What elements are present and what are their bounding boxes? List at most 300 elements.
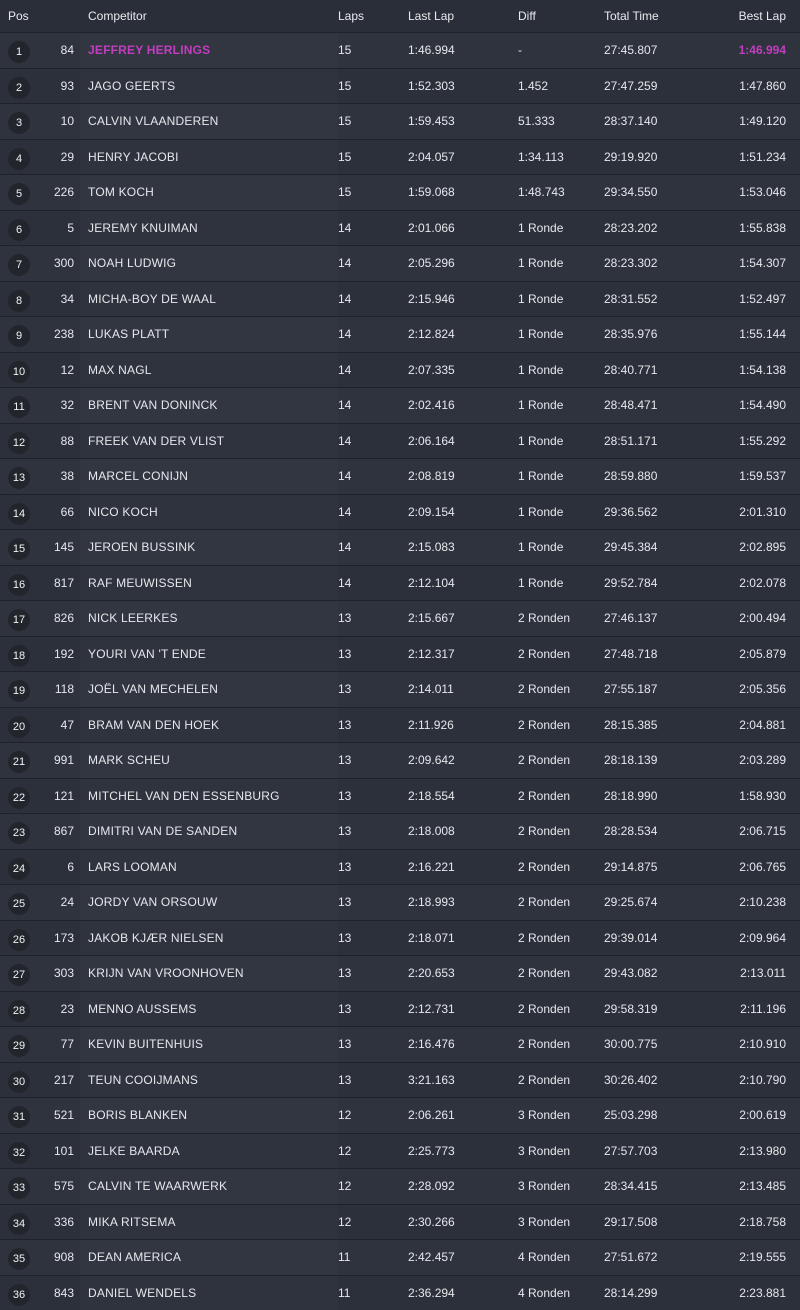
pos-cell (8, 708, 42, 743)
laps-value: 12 (338, 1169, 378, 1204)
last-lap-value: 2:16.221 (408, 850, 488, 885)
table-row[interactable] (0, 565, 800, 601)
laps-value: 13 (338, 814, 378, 849)
total-time-value: 29:17.508 (604, 1205, 694, 1240)
table-row[interactable] (0, 778, 800, 814)
total-time-value: 28:14.299 (604, 1276, 694, 1310)
laps-value: 14 (338, 566, 378, 601)
laps-value: 15 (338, 33, 378, 68)
race-number: 101 (40, 1134, 74, 1169)
competitor-name[interactable]: MICHA-BOY DE WAAL (88, 282, 338, 317)
position-badge: 19 (8, 680, 30, 702)
position-badge: 16 (8, 574, 30, 596)
race-number: 88 (40, 424, 74, 459)
competitor-name[interactable]: CALVIN VLAANDEREN (88, 104, 338, 139)
position-badge: 12 (8, 432, 30, 454)
pos-cell (8, 388, 42, 423)
table-row[interactable] (0, 707, 800, 743)
best-lap-value: 2:11.196 (706, 992, 786, 1027)
best-lap-value: 1:47.860 (706, 69, 786, 104)
last-lap-value: 2:12.731 (408, 992, 488, 1027)
position-badge: 9 (8, 325, 30, 347)
race-number: 23 (40, 992, 74, 1027)
diff-value: 2 Ronden (518, 637, 598, 672)
diff-value: 1.452 (518, 69, 598, 104)
pos-cell (8, 814, 42, 849)
laps-value: 13 (338, 921, 378, 956)
pos-cell (8, 459, 42, 494)
best-lap-value: 2:03.289 (706, 743, 786, 778)
laps-value: 12 (338, 1134, 378, 1169)
race-number: 908 (40, 1240, 74, 1275)
diff-value: 2 Ronden (518, 956, 598, 991)
race-number: 226 (40, 175, 74, 210)
table-row[interactable] (0, 1062, 800, 1098)
position-badge: 21 (8, 751, 30, 773)
best-lap-value: 2:05.356 (706, 672, 786, 707)
last-lap-value: 2:02.416 (408, 388, 488, 423)
total-time-value: 28:37.140 (604, 104, 694, 139)
race-number: 867 (40, 814, 74, 849)
competitor-name[interactable]: NICK LEERKES (88, 601, 338, 636)
position-badge: 24 (8, 858, 30, 880)
best-lap-value: 1:59.537 (706, 459, 786, 494)
race-number: 843 (40, 1276, 74, 1310)
pos-cell (8, 566, 42, 601)
competitor-name[interactable]: TEUN COOIJMANS (88, 1063, 338, 1098)
competitor-name[interactable]: JEROEN BUSSINK (88, 530, 338, 565)
pos-cell (8, 175, 42, 210)
position-badge: 22 (8, 787, 30, 809)
laps-value: 14 (338, 424, 378, 459)
last-lap-value: 2:28.092 (408, 1169, 488, 1204)
position-badge: 23 (8, 822, 30, 844)
competitor-name[interactable]: DIMITRI VAN DE SANDEN (88, 814, 338, 849)
diff-value: 2 Ronden (518, 850, 598, 885)
race-number: 93 (40, 69, 74, 104)
competitor-name[interactable]: RAF MEUWISSEN (88, 566, 338, 601)
diff-value: 1 Ronde (518, 246, 598, 281)
competitor-name[interactable]: BRAM VAN DEN HOEK (88, 708, 338, 743)
total-time-value: 28:34.415 (604, 1169, 694, 1204)
position-badge: 32 (8, 1142, 30, 1164)
table-row[interactable] (0, 1239, 800, 1275)
table-row[interactable] (0, 529, 800, 565)
best-lap-value: 1:53.046 (706, 175, 786, 210)
best-lap-value: 1:52.497 (706, 282, 786, 317)
position-badge: 15 (8, 538, 30, 560)
header-best-lap[interactable]: Best Lap (706, 0, 786, 32)
diff-value: 2 Ronden (518, 779, 598, 814)
total-time-value: 28:23.202 (604, 211, 694, 246)
best-lap-value: 2:10.910 (706, 1027, 786, 1062)
best-lap-value: 1:55.144 (706, 317, 786, 352)
last-lap-value: 2:08.819 (408, 459, 488, 494)
table-row[interactable] (0, 636, 800, 672)
competitor-name[interactable]: LUKAS PLATT (88, 317, 338, 352)
pos-cell (8, 69, 42, 104)
pos-cell (8, 779, 42, 814)
table-row[interactable] (0, 174, 800, 210)
best-lap-value: 2:13.011 (706, 956, 786, 991)
best-lap-value: 2:10.238 (706, 885, 786, 920)
table-row[interactable] (0, 1026, 800, 1062)
laps-value: 13 (338, 743, 378, 778)
total-time-value: 28:28.534 (604, 814, 694, 849)
best-lap-value: 2:06.765 (706, 850, 786, 885)
best-lap-value: 1:54.490 (706, 388, 786, 423)
last-lap-value: 2:06.164 (408, 424, 488, 459)
header-competitor[interactable]: Competitor (88, 0, 338, 32)
laps-value: 12 (338, 1205, 378, 1240)
pos-cell (8, 211, 42, 246)
race-number: 826 (40, 601, 74, 636)
pos-cell (8, 282, 42, 317)
race-number: 336 (40, 1205, 74, 1240)
diff-value: 2 Ronden (518, 672, 598, 707)
competitor-name[interactable]: TOM KOCH (88, 175, 338, 210)
last-lap-value: 2:05.296 (408, 246, 488, 281)
header-last-lap[interactable]: Last Lap (408, 0, 488, 32)
competitor-name[interactable]: MAX NAGL (88, 353, 338, 388)
last-lap-value: 2:18.008 (408, 814, 488, 849)
table-row[interactable] (0, 1204, 800, 1240)
competitor-name[interactable]: JEFFREY HERLINGS (88, 33, 338, 68)
laps-value: 13 (338, 956, 378, 991)
best-lap-value: 1:51.234 (706, 140, 786, 175)
total-time-value: 29:14.875 (604, 850, 694, 885)
pos-cell (8, 637, 42, 672)
position-badge: 8 (8, 290, 30, 312)
position-badge: 31 (8, 1106, 30, 1128)
diff-value: 2 Ronden (518, 743, 598, 778)
pos-cell (8, 1027, 42, 1062)
pos-cell (8, 104, 42, 139)
diff-value: 51.333 (518, 104, 598, 139)
laps-value: 14 (338, 317, 378, 352)
competitor-name[interactable]: JEREMY KNUIMAN (88, 211, 338, 246)
pos-cell (8, 1169, 42, 1204)
diff-value: 2 Ronden (518, 992, 598, 1027)
table-row[interactable] (0, 352, 800, 388)
position-badge: 3 (8, 112, 30, 134)
position-badge: 28 (8, 1000, 30, 1022)
competitor-name[interactable]: BRENT VAN DONINCK (88, 388, 338, 423)
competitor-name[interactable]: BORIS BLANKEN (88, 1098, 338, 1133)
total-time-value: 29:45.384 (604, 530, 694, 565)
table-row[interactable] (0, 813, 800, 849)
best-lap-value: 1:55.838 (706, 211, 786, 246)
total-time-value: 28:51.171 (604, 424, 694, 459)
diff-value: 3 Ronden (518, 1205, 598, 1240)
competitor-name[interactable]: MITCHEL VAN DEN ESSENBURG (88, 779, 338, 814)
position-badge: 6 (8, 219, 30, 241)
position-badge: 7 (8, 254, 30, 276)
last-lap-value: 2:07.335 (408, 353, 488, 388)
pos-cell (8, 1205, 42, 1240)
position-badge: 30 (8, 1071, 30, 1093)
last-lap-value: 2:42.457 (408, 1240, 488, 1275)
best-lap-value: 2:10.790 (706, 1063, 786, 1098)
header-total-time[interactable]: Total Time (604, 0, 694, 32)
best-lap-value: 2:05.879 (706, 637, 786, 672)
laps-value: 11 (338, 1276, 378, 1310)
diff-value: 3 Ronden (518, 1169, 598, 1204)
competitor-name[interactable]: KRIJN VAN VROONHOVEN (88, 956, 338, 991)
pos-cell (8, 246, 42, 281)
best-lap-value: 1:49.120 (706, 104, 786, 139)
table-row[interactable] (0, 884, 800, 920)
laps-value: 14 (338, 246, 378, 281)
competitor-name[interactable]: LARS LOOMAN (88, 850, 338, 885)
diff-value: 4 Ronden (518, 1240, 598, 1275)
competitor-name[interactable]: CALVIN TE WAARWERK (88, 1169, 338, 1204)
last-lap-value: 2:15.946 (408, 282, 488, 317)
last-lap-value: 2:06.261 (408, 1098, 488, 1133)
table-row[interactable] (0, 849, 800, 885)
table-row[interactable] (0, 316, 800, 352)
total-time-value: 29:58.319 (604, 992, 694, 1027)
last-lap-value: 3:21.163 (408, 1063, 488, 1098)
last-lap-value: 2:25.773 (408, 1134, 488, 1169)
best-lap-value: 2:18.758 (706, 1205, 786, 1240)
best-lap-value: 2:02.895 (706, 530, 786, 565)
total-time-value: 27:51.672 (604, 1240, 694, 1275)
total-time-value: 28:40.771 (604, 353, 694, 388)
table-row[interactable] (0, 1097, 800, 1133)
total-time-value: 28:48.471 (604, 388, 694, 423)
table-row[interactable] (0, 742, 800, 778)
total-time-value: 27:48.718 (604, 637, 694, 672)
position-badge: 10 (8, 361, 30, 383)
competitor-name[interactable]: MIKA RITSEMA (88, 1205, 338, 1240)
table-header (0, 0, 800, 32)
competitor-name[interactable]: DANIEL WENDELS (88, 1276, 338, 1310)
table-row[interactable] (0, 955, 800, 991)
race-number: 24 (40, 885, 74, 920)
table-row[interactable] (0, 458, 800, 494)
last-lap-value: 2:09.154 (408, 495, 488, 530)
pos-cell (8, 424, 42, 459)
diff-value: 2 Ronden (518, 708, 598, 743)
laps-value: 13 (338, 601, 378, 636)
total-time-value: 27:46.137 (604, 601, 694, 636)
diff-value: 1 Ronde (518, 211, 598, 246)
pos-cell (8, 921, 42, 956)
total-time-value: 29:25.674 (604, 885, 694, 920)
diff-value: 3 Ronden (518, 1098, 598, 1133)
position-badge: 14 (8, 503, 30, 525)
competitor-name[interactable]: JOËL VAN MECHELEN (88, 672, 338, 707)
diff-value: 1:48.743 (518, 175, 598, 210)
table-row[interactable] (0, 281, 800, 317)
total-time-value: 25:03.298 (604, 1098, 694, 1133)
diff-value: 1 Ronde (518, 459, 598, 494)
race-number: 77 (40, 1027, 74, 1062)
table-body (0, 32, 800, 1310)
competitor-name[interactable]: JORDY VAN ORSOUW (88, 885, 338, 920)
last-lap-value: 1:46.994 (408, 33, 488, 68)
competitor-name[interactable]: JELKE BAARDA (88, 1134, 338, 1169)
laps-value: 11 (338, 1240, 378, 1275)
race-number: 121 (40, 779, 74, 814)
laps-value: 13 (338, 779, 378, 814)
competitor-name[interactable]: NICO KOCH (88, 495, 338, 530)
race-number: 238 (40, 317, 74, 352)
race-number: 300 (40, 246, 74, 281)
competitor-name[interactable]: DEAN AMERICA (88, 1240, 338, 1275)
last-lap-value: 2:18.554 (408, 779, 488, 814)
laps-value: 15 (338, 69, 378, 104)
total-time-value: 27:45.807 (604, 33, 694, 68)
diff-value: 1 Ronde (518, 495, 598, 530)
competitor-name[interactable]: YOURI VAN 'T ENDE (88, 637, 338, 672)
table-row[interactable] (0, 600, 800, 636)
race-number: 38 (40, 459, 74, 494)
laps-value: 14 (338, 495, 378, 530)
pos-cell (8, 33, 42, 68)
competitor-name[interactable]: JAGO GEERTS (88, 69, 338, 104)
table-row[interactable] (0, 1275, 800, 1310)
total-time-value: 30:26.402 (604, 1063, 694, 1098)
table-row[interactable] (0, 494, 800, 530)
table-row[interactable] (0, 103, 800, 139)
laps-value: 14 (338, 353, 378, 388)
diff-value: 3 Ronden (518, 1134, 598, 1169)
pos-cell (8, 885, 42, 920)
diff-value: 2 Ronden (518, 921, 598, 956)
laps-value: 14 (338, 388, 378, 423)
diff-value: - (518, 33, 598, 68)
diff-value: 1:34.113 (518, 140, 598, 175)
race-number: 12 (40, 353, 74, 388)
pos-cell (8, 317, 42, 352)
position-badge: 5 (8, 183, 30, 205)
best-lap-value: 2:13.980 (706, 1134, 786, 1169)
competitor-name[interactable]: JAKOB KJÆR NIELSEN (88, 921, 338, 956)
last-lap-value: 2:09.642 (408, 743, 488, 778)
last-lap-value: 2:11.926 (408, 708, 488, 743)
diff-value: 4 Ronden (518, 1276, 598, 1310)
total-time-value: 28:18.990 (604, 779, 694, 814)
last-lap-value: 1:59.453 (408, 104, 488, 139)
best-lap-value: 1:54.307 (706, 246, 786, 281)
position-badge: 25 (8, 893, 30, 915)
table-row[interactable] (0, 245, 800, 281)
total-time-value: 27:55.187 (604, 672, 694, 707)
position-badge: 34 (8, 1213, 30, 1235)
header-laps[interactable]: Laps (338, 0, 378, 32)
diff-value: 2 Ronden (518, 1027, 598, 1062)
pos-cell (8, 1063, 42, 1098)
position-badge: 33 (8, 1177, 30, 1199)
total-time-value: 30:00.775 (604, 1027, 694, 1062)
laps-value: 15 (338, 175, 378, 210)
last-lap-value: 2:18.993 (408, 885, 488, 920)
last-lap-value: 2:12.317 (408, 637, 488, 672)
laps-value: 15 (338, 140, 378, 175)
position-badge: 27 (8, 964, 30, 986)
last-lap-value: 2:15.667 (408, 601, 488, 636)
total-time-value: 28:15.385 (604, 708, 694, 743)
table-row[interactable] (0, 423, 800, 459)
race-number: 84 (40, 33, 74, 68)
table-row[interactable] (0, 920, 800, 956)
pos-cell (8, 530, 42, 565)
pos-cell (8, 992, 42, 1027)
race-number: 47 (40, 708, 74, 743)
laps-value: 12 (338, 1098, 378, 1133)
competitor-name[interactable]: HENRY JACOBI (88, 140, 338, 175)
position-badge: 29 (8, 1035, 30, 1057)
laps-value: 13 (338, 1027, 378, 1062)
pos-cell (8, 743, 42, 778)
total-time-value: 29:34.550 (604, 175, 694, 210)
laps-value: 13 (338, 850, 378, 885)
total-time-value: 28:23.302 (604, 246, 694, 281)
diff-value: 1 Ronde (518, 282, 598, 317)
pos-cell (8, 956, 42, 991)
pos-cell (8, 601, 42, 636)
competitor-name[interactable]: MENNO AUSSEMS (88, 992, 338, 1027)
race-number: 29 (40, 140, 74, 175)
header-diff[interactable]: Diff (518, 0, 598, 32)
pos-cell (8, 353, 42, 388)
table-row[interactable] (0, 387, 800, 423)
last-lap-value: 2:16.476 (408, 1027, 488, 1062)
race-number: 521 (40, 1098, 74, 1133)
pos-cell (8, 1134, 42, 1169)
table-row[interactable] (0, 210, 800, 246)
last-lap-value: 1:52.303 (408, 69, 488, 104)
diff-value: 2 Ronden (518, 814, 598, 849)
table-row[interactable] (0, 32, 800, 68)
pos-cell (8, 495, 42, 530)
diff-value: 1 Ronde (518, 317, 598, 352)
position-badge: 4 (8, 148, 30, 170)
best-lap-value: 1:46.994 (706, 33, 786, 68)
competitor-name[interactable]: MARCEL CONIJN (88, 459, 338, 494)
best-lap-value: 1:58.930 (706, 779, 786, 814)
competitor-name[interactable]: NOAH LUDWIG (88, 246, 338, 281)
pos-cell (8, 850, 42, 885)
table-row[interactable] (0, 991, 800, 1027)
laps-value: 14 (338, 530, 378, 565)
position-badge: 11 (8, 396, 30, 418)
competitor-name[interactable]: MARK SCHEU (88, 743, 338, 778)
best-lap-value: 2:23.881 (706, 1276, 786, 1310)
table-row[interactable] (0, 671, 800, 707)
header-pos[interactable]: Pos (8, 0, 42, 32)
table-row[interactable] (0, 68, 800, 104)
table-row[interactable] (0, 139, 800, 175)
laps-value: 13 (338, 885, 378, 920)
table-row[interactable] (0, 1133, 800, 1169)
last-lap-value: 2:18.071 (408, 921, 488, 956)
race-number: 575 (40, 1169, 74, 1204)
race-number: 173 (40, 921, 74, 956)
table-row[interactable] (0, 1168, 800, 1204)
total-time-value: 28:31.552 (604, 282, 694, 317)
best-lap-value: 2:19.555 (706, 1240, 786, 1275)
competitor-name[interactable]: FREEK VAN DER VLIST (88, 424, 338, 459)
competitor-name[interactable]: KEVIN BUITENHUIS (88, 1027, 338, 1062)
total-time-value: 29:39.014 (604, 921, 694, 956)
last-lap-value: 2:36.294 (408, 1276, 488, 1310)
position-badge: 26 (8, 929, 30, 951)
total-time-value: 29:43.082 (604, 956, 694, 991)
best-lap-value: 2:06.715 (706, 814, 786, 849)
